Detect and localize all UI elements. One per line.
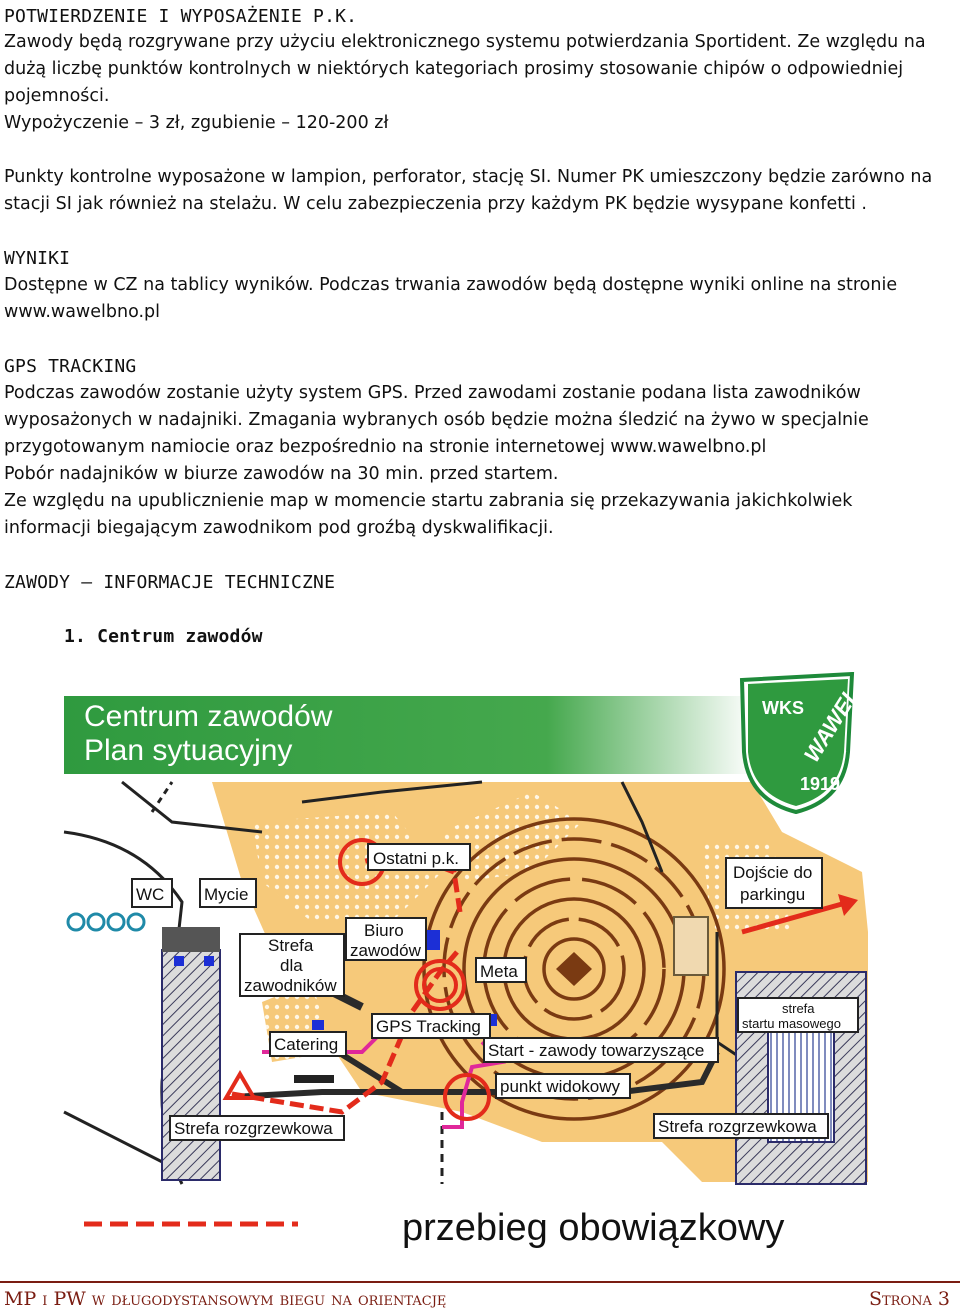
footer-left: MP i PW w długodystansowym biegu na orientację [4, 1288, 447, 1310]
building-left [162, 950, 220, 1180]
heading-potwierdzenie: POTWIERDZENIE I WYPOSAŻENIE P.K. [4, 6, 358, 27]
paragraph-line: Dostępne w CZ na tablicy wyników. Podczas trwania zawodów będą dostępne wyniki online na stronie [4, 275, 898, 295]
label-dojscie-2: parkingu [740, 885, 806, 904]
label-wc: WC [136, 885, 165, 904]
label-strefa-1: Strefa [268, 936, 314, 955]
paragraph-line: Podczas zawodów zostanie użyty system GPS. Przed zawodami zostanie podana lista zawodników [4, 383, 861, 403]
label-catering: Catering [274, 1035, 339, 1054]
paragraph-line: dużą liczbę punktów kontrolnych w niektórych kategoriach prosimy stosowanie chipów o odpowiedniej [4, 59, 904, 79]
label-meta: Meta [480, 962, 518, 981]
map-title-1: Centrum zawodów [84, 700, 333, 733]
paragraph-line: Punkty kontrolne wyposażone w lampion, perforator, stację SI. Numer PK umieszczony będzie zarówno na [4, 167, 933, 187]
paragraph-line: informacji biegającym zawodnikom pod groźbą dyskwalifikacji. [4, 518, 554, 538]
paragraph-line: Wypożyczenie – 3 zł, zgubienie – 120-200 zł [4, 113, 389, 133]
label-start: Start - zawody towarzyszące [488, 1041, 705, 1060]
logo-year: 1919 [800, 774, 841, 794]
label-strefa-startu-2: startu masowego [742, 1016, 841, 1031]
label-rozgrzewka-right: Strefa rozgrzewkowa [658, 1117, 817, 1136]
label-strefa-startu-1: strefa [782, 1001, 815, 1016]
heading-techniczne: ZAWODY – INFORMACJE TECHNICZNE [4, 572, 336, 593]
paragraph-line: pojemności. [4, 86, 110, 106]
list-item-centrum: 1. Centrum zawodów [64, 626, 263, 647]
label-gps-tracking: GPS Tracking [376, 1017, 481, 1036]
heading-wyniki: WYNIKI [4, 248, 71, 269]
paragraph-line: Zawody będą rozgrywane przy użyciu elektronicznego systemu potwierdzania Sportident. Ze względu na [4, 32, 926, 52]
footer-rule [0, 1281, 960, 1283]
footer-page-number: Strona 3 [868, 1288, 950, 1310]
label-biuro-2: zawodów [350, 941, 421, 960]
label-punkt-widokowy: punkt widokowy [500, 1077, 621, 1096]
paragraph-line: Pobór nadajników w biurze zawodów na 30 min. przed startem. [4, 464, 559, 484]
results-link[interactable]: www.wawelbno.pl [4, 302, 161, 322]
label-mycie: Mycie [204, 885, 249, 904]
logo-wks: WKS [762, 698, 804, 718]
legend-text: przebieg obowiązkowy [402, 1207, 785, 1249]
paragraph-line: przygotowanym namiocie oraz bezpośrednio na stronie internetowej www.wawelbno.pl [4, 437, 767, 457]
heading-gps: GPS TRACKING [4, 356, 137, 377]
label-strefa-2: dla [280, 956, 303, 975]
label-ostatni-pk: Ostatni p.k. [373, 849, 459, 868]
paragraph-line: wyposażonych w nadajniki. Zmagania wybranych osób będzie można śledzić na żywo w specjalnie [4, 410, 869, 430]
logo-wawel: WAWEL [798, 682, 865, 767]
map-title-2: Plan sytuacyjny [84, 734, 293, 767]
paragraph-line: stacji SI jak również na stelażu. W celu zabezpieczenia przy każdym PK będzie wysypane konfetti . [4, 194, 867, 214]
label-biuro-1: Biuro [364, 921, 404, 940]
label-rozgrzewka-left: Strefa rozgrzewkowa [174, 1119, 333, 1138]
competition-center-map [62, 672, 868, 1262]
paragraph-line: Ze względu na upublicznienie map w momencie startu zabrania się przekazywania jakichkolwiek [4, 491, 853, 511]
label-strefa-3: zawodników [244, 976, 337, 995]
label-dojscie-1: Dojście do [733, 863, 813, 882]
